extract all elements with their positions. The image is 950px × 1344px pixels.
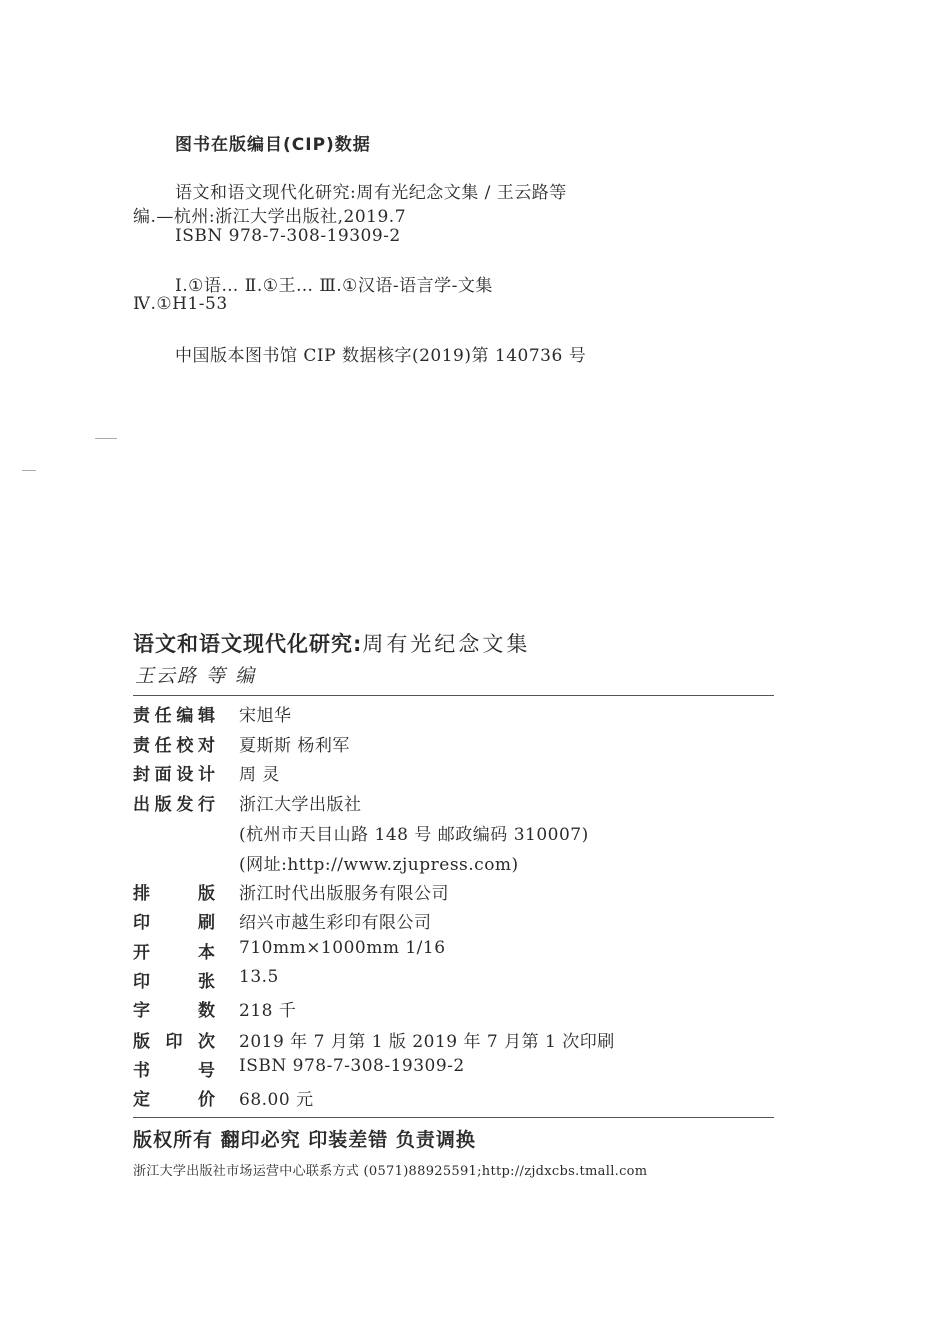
book-title	[133, 628, 530, 658]
bottom-rule	[133, 1117, 774, 1118]
info-label: 责任编辑	[133, 706, 215, 726]
info-value: 13.5	[239, 967, 279, 987]
info-value: 夏斯斯 杨利军	[239, 736, 350, 756]
info-value: (网址:http://www.zjupress.com)	[239, 855, 519, 875]
info-value: 218 千	[239, 1001, 297, 1021]
info-value: ISBN 978-7-308-19309-2	[239, 1056, 465, 1076]
info-label: 责任校对	[133, 736, 215, 756]
info-label: 定价	[133, 1090, 215, 1110]
book-title-subtitle: 周有光纪念文集	[362, 632, 531, 656]
info-value: 68.00 元	[239, 1090, 314, 1110]
info-value: 绍兴市越生彩印有限公司	[239, 913, 432, 933]
info-label: 字数	[133, 1001, 215, 1021]
copyright-notice: 版权所有 翻印必究 印装差错 负责调换	[133, 1129, 476, 1151]
info-value: 宋旭华	[239, 706, 292, 726]
info-label: 封面设计	[133, 765, 215, 785]
cip-line-title: 语文和语文现代化研究:周有光纪念文集 / 王云路等	[175, 183, 567, 203]
cip-line-classification: Ⅰ.①语… Ⅱ.①王… Ⅲ.①汉语-语言学-文集	[175, 276, 493, 296]
scan-mark	[95, 438, 117, 439]
publisher-contact: 浙江大学出版社市场运营中心联系方式 (0571)88925591;http://zjdxcbs.tmall.com	[133, 1164, 648, 1179]
info-label: 出版发行	[133, 795, 215, 815]
info-value: 710mm×1000mm 1/16	[239, 938, 446, 958]
info-value: 2019 年 7 月第 1 版 2019 年 7 月第 1 次印刷	[239, 1032, 615, 1052]
info-value: 浙江时代出版服务有限公司	[239, 884, 449, 904]
book-authors: 王云路 等 编	[135, 665, 257, 687]
info-value: 周 灵	[239, 765, 280, 785]
book-title-main: 语文和语文现代化研究:	[133, 632, 363, 656]
info-label: 版印次	[133, 1032, 215, 1052]
info-label: 印张	[133, 972, 215, 992]
info-value: (杭州市天目山路 148 号 邮政编码 310007)	[239, 825, 589, 845]
info-value: 浙江大学出版社	[239, 795, 362, 815]
scan-mark	[22, 470, 36, 471]
info-label: 排版	[133, 884, 215, 904]
cip-line-data-number: 中国版本图书馆 CIP 数据核字(2019)第 140736 号	[175, 346, 587, 366]
cip-line-class-number: Ⅳ.①H1-53	[133, 294, 228, 314]
cip-heading: 图书在版编目(CIP)数据	[175, 135, 371, 155]
cip-line-isbn: ISBN 978-7-308-19309-2	[175, 226, 401, 246]
top-rule	[133, 695, 774, 696]
info-label: 印刷	[133, 913, 215, 933]
info-label: 开本	[133, 943, 215, 963]
cip-line-publisher: 编.—杭州:浙江大学出版社,2019.7	[133, 207, 407, 227]
info-label: 书号	[133, 1061, 215, 1081]
